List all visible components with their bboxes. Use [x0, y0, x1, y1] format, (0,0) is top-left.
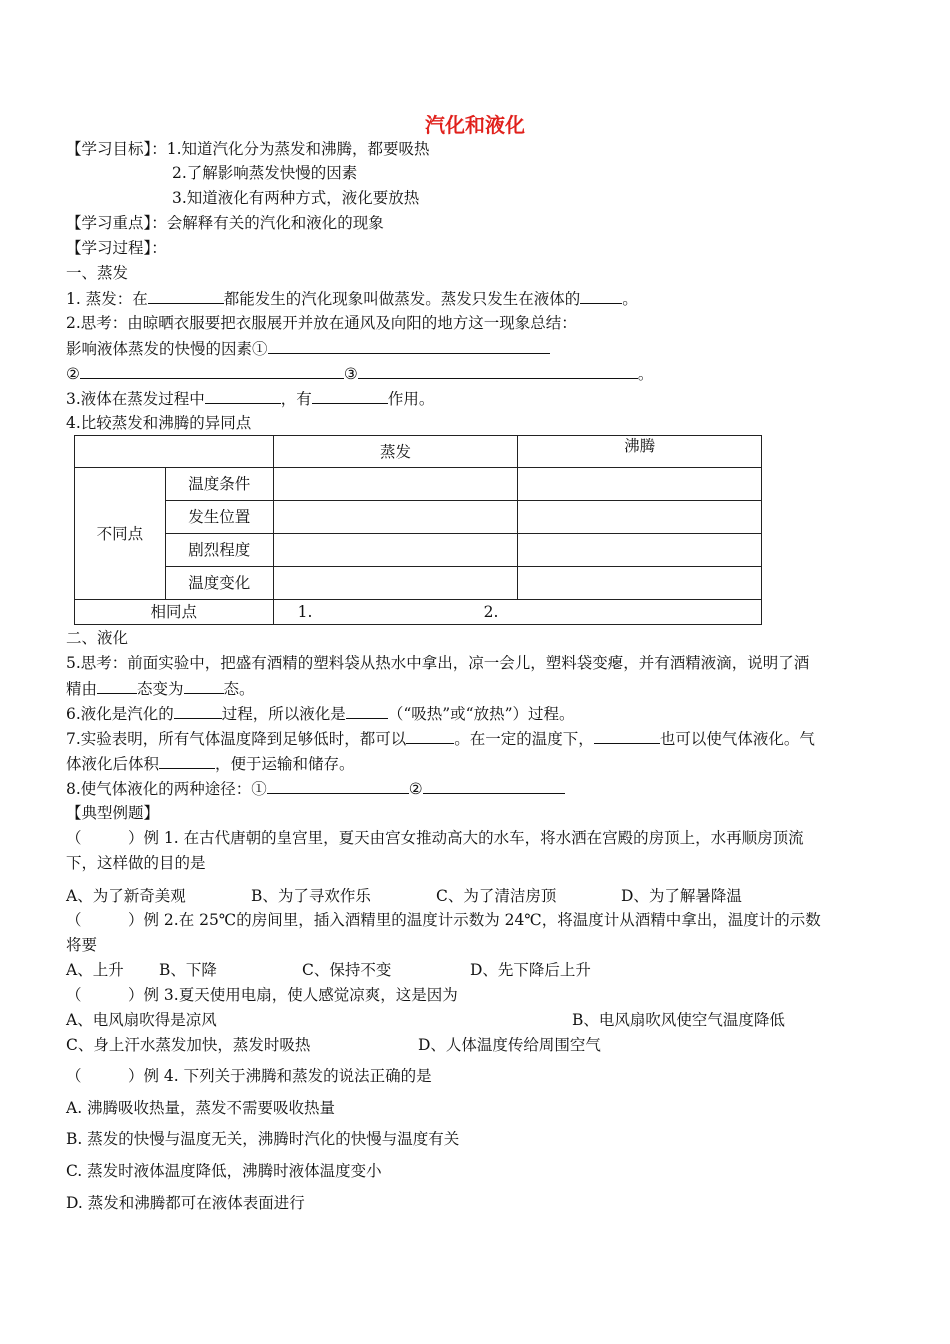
- example-3: （ ）例 3.夏天使用电扇，使人感觉凉爽，这是因为: [66, 986, 458, 1004]
- answer-blank[interactable]: [406, 726, 454, 744]
- objective-3: 3.知道液化有两种方式，液化要放热: [172, 189, 420, 207]
- example-2-options: [66, 958, 591, 982]
- objectives-line: [66, 137, 430, 161]
- answer-blank[interactable]: [580, 286, 622, 304]
- answer-blank[interactable]: [174, 701, 222, 719]
- q7-text-c: 也可以使气体液化。气: [659, 730, 815, 748]
- answer-cell[interactable]: [273, 501, 518, 534]
- example-1-options: [66, 884, 742, 908]
- option-c[interactable]: C. 蒸发时液体温度降低，沸腾时液体温度变小: [66, 1162, 382, 1180]
- option-c[interactable]: C、身上汗水蒸发加快，蒸发时吸热: [66, 1036, 311, 1054]
- similarity-1: 1.: [297, 603, 313, 621]
- examples-label: 【典型例题】: [66, 804, 160, 822]
- answer-blank[interactable]: [268, 336, 550, 354]
- q8-text-a: 8.使气体液化的两种途径：①: [66, 780, 267, 798]
- comparison-table: [74, 435, 762, 625]
- column-header-evaporation: 蒸发: [273, 436, 518, 468]
- question-2-factors-cont: [66, 361, 653, 386]
- question-2-prompt: 2.思考：由晾晒衣服要把衣服展开并放在通风及向阳的地方这一现象总结：: [66, 314, 577, 332]
- answer-blank[interactable]: [594, 726, 660, 744]
- table-header-row: [75, 436, 762, 468]
- question-2-factors: [66, 336, 550, 361]
- q2-circle-2: ②: [66, 365, 80, 383]
- q7-text-e: ，便于运输和储存。: [215, 755, 355, 773]
- question-8: [66, 776, 565, 801]
- option-b[interactable]: B. 蒸发的快慢与温度无关，沸腾时汽化的快慢与温度有关: [66, 1130, 460, 1148]
- q6-text-b: 过程，所以液化是: [221, 705, 346, 723]
- column-header-boiling: 沸腾: [518, 436, 762, 468]
- option-a[interactable]: A、电风扇吹得是凉风: [66, 1011, 217, 1029]
- q1-text-a: 1. 蒸发：在: [66, 290, 148, 308]
- q2-text-b: 影响液体蒸发的快慢的因素①: [66, 340, 268, 358]
- similarities-label: 相同点: [75, 600, 274, 625]
- answer-blank[interactable]: [184, 676, 224, 694]
- answer-blank[interactable]: [423, 776, 565, 794]
- option-c[interactable]: C、保持不变: [302, 961, 392, 979]
- option-b[interactable]: B、为了寻欢作乐: [251, 887, 371, 905]
- process-label: 【学习过程】：: [66, 239, 167, 257]
- answer-blank[interactable]: [346, 701, 388, 719]
- q7-text-a: 7.实验表明，所有气体温度降到足够低时，都可以: [66, 730, 407, 748]
- row-label: 温度变化: [165, 567, 273, 600]
- group-label-differences: 不同点: [75, 468, 166, 600]
- example-3-options-row2: [66, 1033, 601, 1057]
- option-c[interactable]: C、为了清洁房顶: [436, 887, 557, 905]
- similarity-2: 2.: [483, 603, 499, 621]
- question-5-cont: [66, 676, 255, 701]
- option-d[interactable]: D、先下降后上升: [470, 961, 591, 979]
- objective-1: 1.知道汽化分为蒸发和沸腾，都要吸热: [166, 140, 430, 158]
- option-d[interactable]: D、为了解暑降温: [621, 887, 742, 905]
- q6-text-a: 6.液化是汽化的: [66, 705, 174, 723]
- option-a[interactable]: A、为了新奇美观: [66, 887, 186, 905]
- table-row: [75, 468, 762, 501]
- answer-blank[interactable]: [205, 386, 281, 404]
- answer-blank[interactable]: [358, 361, 638, 379]
- option-d[interactable]: D. 蒸发和沸腾都可在液体表面进行: [66, 1194, 305, 1212]
- table-row-similarities: [75, 600, 762, 625]
- row-label: 剧烈程度: [165, 534, 273, 567]
- question-1: [66, 286, 638, 311]
- q5-text-d: 态。: [223, 680, 255, 698]
- answer-cell[interactable]: [518, 501, 762, 534]
- answer-blank[interactable]: [148, 286, 224, 304]
- answer-cell[interactable]: [273, 567, 518, 600]
- q3-text-c: 作用。: [387, 390, 435, 408]
- section-liquefaction-heading: 二、液化: [66, 629, 129, 647]
- q2-end: 。: [637, 365, 654, 383]
- question-3: [66, 386, 434, 411]
- answer-blank[interactable]: [97, 676, 137, 694]
- answer-cell[interactable]: [273, 468, 518, 501]
- objectives-label: 【学习目标】：: [66, 140, 167, 158]
- q1-text-c: 。: [622, 290, 638, 308]
- example-4: （ ）例 4. 下列关于沸腾和蒸发的说法正确的是: [66, 1067, 432, 1085]
- example-2-cont: 将要: [66, 936, 98, 954]
- option-d[interactable]: D、人体温度传给周围空气: [418, 1036, 601, 1054]
- table-row: [75, 501, 762, 534]
- option-a[interactable]: A、上升: [66, 961, 124, 979]
- question-6: [66, 701, 575, 726]
- answer-blank[interactable]: [80, 361, 344, 379]
- q8-text-b: ②: [408, 780, 423, 798]
- answer-blank[interactable]: [159, 751, 215, 769]
- question-4: 4.比较蒸发和沸腾的异同点: [66, 414, 252, 432]
- question-5: 5.思考：前面实验中，把盛有酒精的塑料袋从热水中拿出，凉一会儿，塑料袋变瘪，并有酒精液滴，说明了酒: [66, 654, 810, 672]
- section-evaporation-heading: 一、蒸发: [66, 264, 129, 282]
- example-3-options-row1: [66, 1008, 785, 1032]
- question-7: [66, 726, 815, 751]
- example-2: （ ）例 2.在 25℃的房间里，插入酒精里的温度计示数为 24℃，将温度计从酒精中拿出，温度计的示数: [66, 911, 821, 929]
- focus-label: 【学习重点】：: [66, 214, 167, 232]
- page-title: 汽化和液化: [425, 113, 525, 137]
- example-1: （ ）例 1. 在古代唐朝的皇宫里，夏天由宫女推动高大的水车，将水洒在宫殿的房顶上，水再顺房顶流: [66, 829, 804, 847]
- question-7-cont: [66, 751, 355, 776]
- answer-cell[interactable]: [518, 468, 762, 501]
- answer-cell[interactable]: [518, 534, 762, 567]
- q2-circle-3: ③: [343, 365, 358, 383]
- q7-text-b: 。在一定的温度下，: [454, 730, 594, 748]
- example-1-cont: 下，这样做的目的是: [66, 854, 206, 872]
- q7-text-d: 体液化后体积: [66, 755, 160, 773]
- similarities-answers[interactable]: [273, 600, 761, 625]
- q3-text-a: 3.液体在蒸发过程中: [66, 390, 205, 408]
- objective-2: 2.了解影响蒸发快慢的因素: [172, 164, 358, 182]
- answer-cell[interactable]: [518, 567, 762, 600]
- q5-text-b: 精由: [66, 680, 98, 698]
- option-a[interactable]: A. 沸腾吸收热量，蒸发不需要吸收热量: [66, 1099, 336, 1117]
- option-b[interactable]: B、电风扇吹风使空气温度降低: [572, 1011, 785, 1029]
- table-row: [75, 534, 762, 567]
- row-label: 发生位置: [165, 501, 273, 534]
- focus-line: [66, 211, 384, 235]
- answer-cell[interactable]: [273, 534, 518, 567]
- answer-blank[interactable]: [312, 386, 388, 404]
- table-corner-cell: [75, 436, 274, 468]
- q1-text-b: 都能发生的汽化现象叫做蒸发。蒸发只发生在液体的: [223, 290, 581, 308]
- q6-text-c: （“吸热”或“放热”）过程。: [387, 705, 575, 723]
- answer-blank[interactable]: [267, 776, 409, 794]
- row-label: 温度条件: [165, 468, 273, 501]
- table-row: [75, 567, 762, 600]
- focus-text: 会解释有关的汽化和液化的现象: [166, 214, 384, 232]
- q3-text-b: ，有: [280, 390, 312, 408]
- q5-text-c: 态变为: [137, 680, 184, 698]
- option-b[interactable]: B、下降: [159, 961, 217, 979]
